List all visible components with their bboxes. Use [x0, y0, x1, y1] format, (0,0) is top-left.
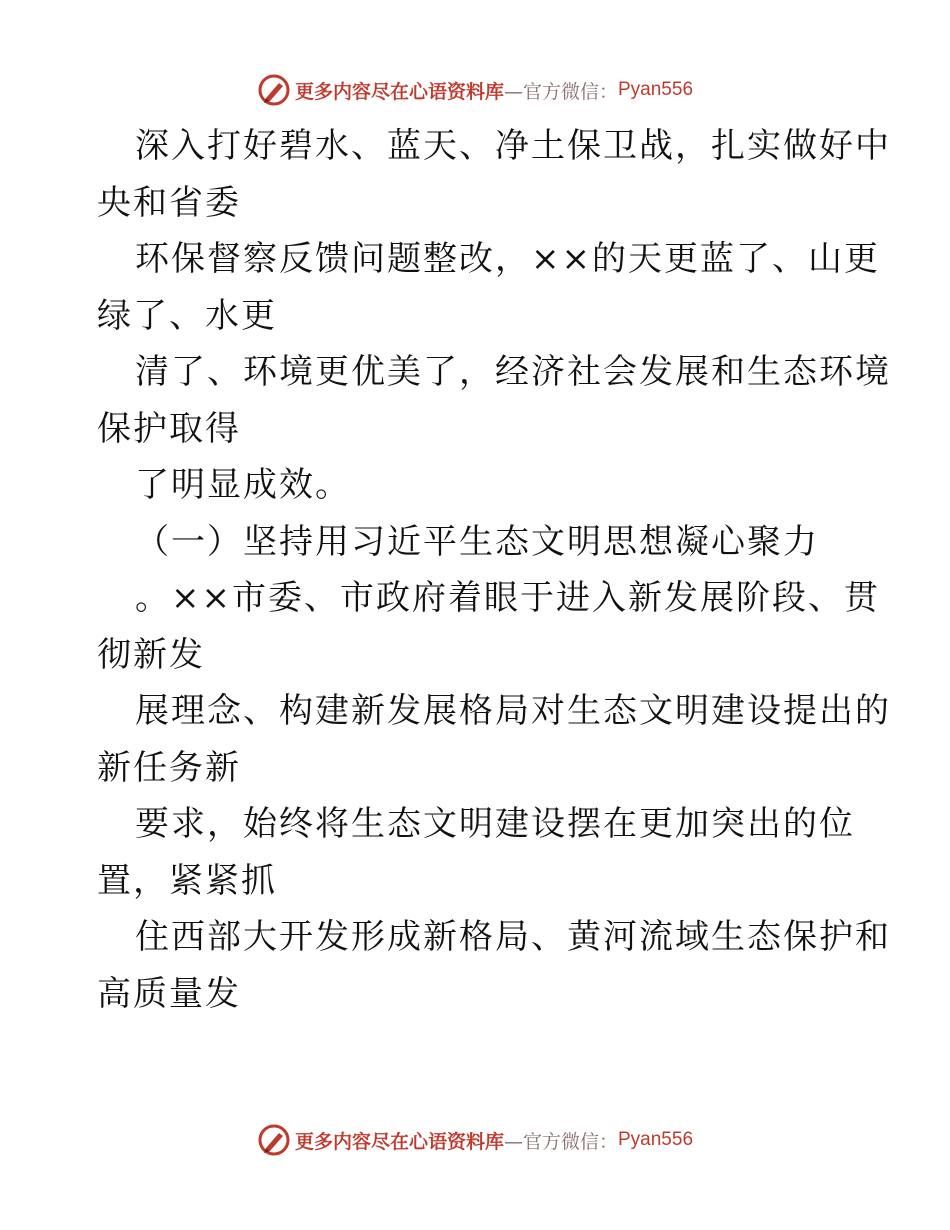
banner-sub-text: —官方微信：	[503, 1130, 618, 1153]
text-line: 环保督察反馈问题整改，××的天更蓝了、山更	[135, 239, 880, 279]
text-line: 高质量发	[97, 973, 241, 1014]
text-line: 深入打好碧水、蓝天、净土保卫战，扎实做好中	[135, 126, 891, 166]
pen-logo-icon	[257, 1123, 291, 1157]
document-body	[97, 118, 891, 1022]
banner-main-text: 更多内容尽在心语资料库	[294, 1130, 504, 1153]
header-watermark-banner	[0, 70, 950, 110]
text-line: 绿了、水更	[97, 295, 277, 336]
banner-wechat-id: Pyan556	[618, 79, 694, 100]
text-line: 住西部大开发形成新格局、黄河流域生态保护和	[135, 917, 891, 957]
text-line: 彻新发	[97, 634, 205, 675]
pen-logo-icon	[257, 73, 291, 107]
footer-watermark-banner	[0, 1120, 950, 1160]
text-line: 央和省委	[97, 182, 241, 223]
text-line: 展理念、构建新发展格局对生态文明建设提出的	[135, 691, 891, 731]
section-heading-line: （一）坚持用习近平生态文明思想凝心聚力	[135, 521, 819, 562]
text-line: 了明显成效。	[135, 465, 351, 505]
text-line: 保护取得	[97, 408, 241, 449]
banner-wechat-id: Pyan556	[618, 1129, 694, 1150]
text-line: 。××市委、市政府着眼于进入新发展阶段、贯	[135, 578, 880, 618]
banner-main-text: 更多内容尽在心语资料库	[294, 80, 504, 103]
banner-sub-text: —官方微信：	[503, 80, 618, 103]
text-line: 要求，始终将生态文明建设摆在更加突出的位	[135, 804, 855, 844]
text-line: 新任务新	[97, 747, 241, 788]
text-line: 置，紧紧抓	[97, 860, 277, 901]
text-line: 清了、环境更优美了，经济社会发展和生态环境	[135, 352, 891, 392]
